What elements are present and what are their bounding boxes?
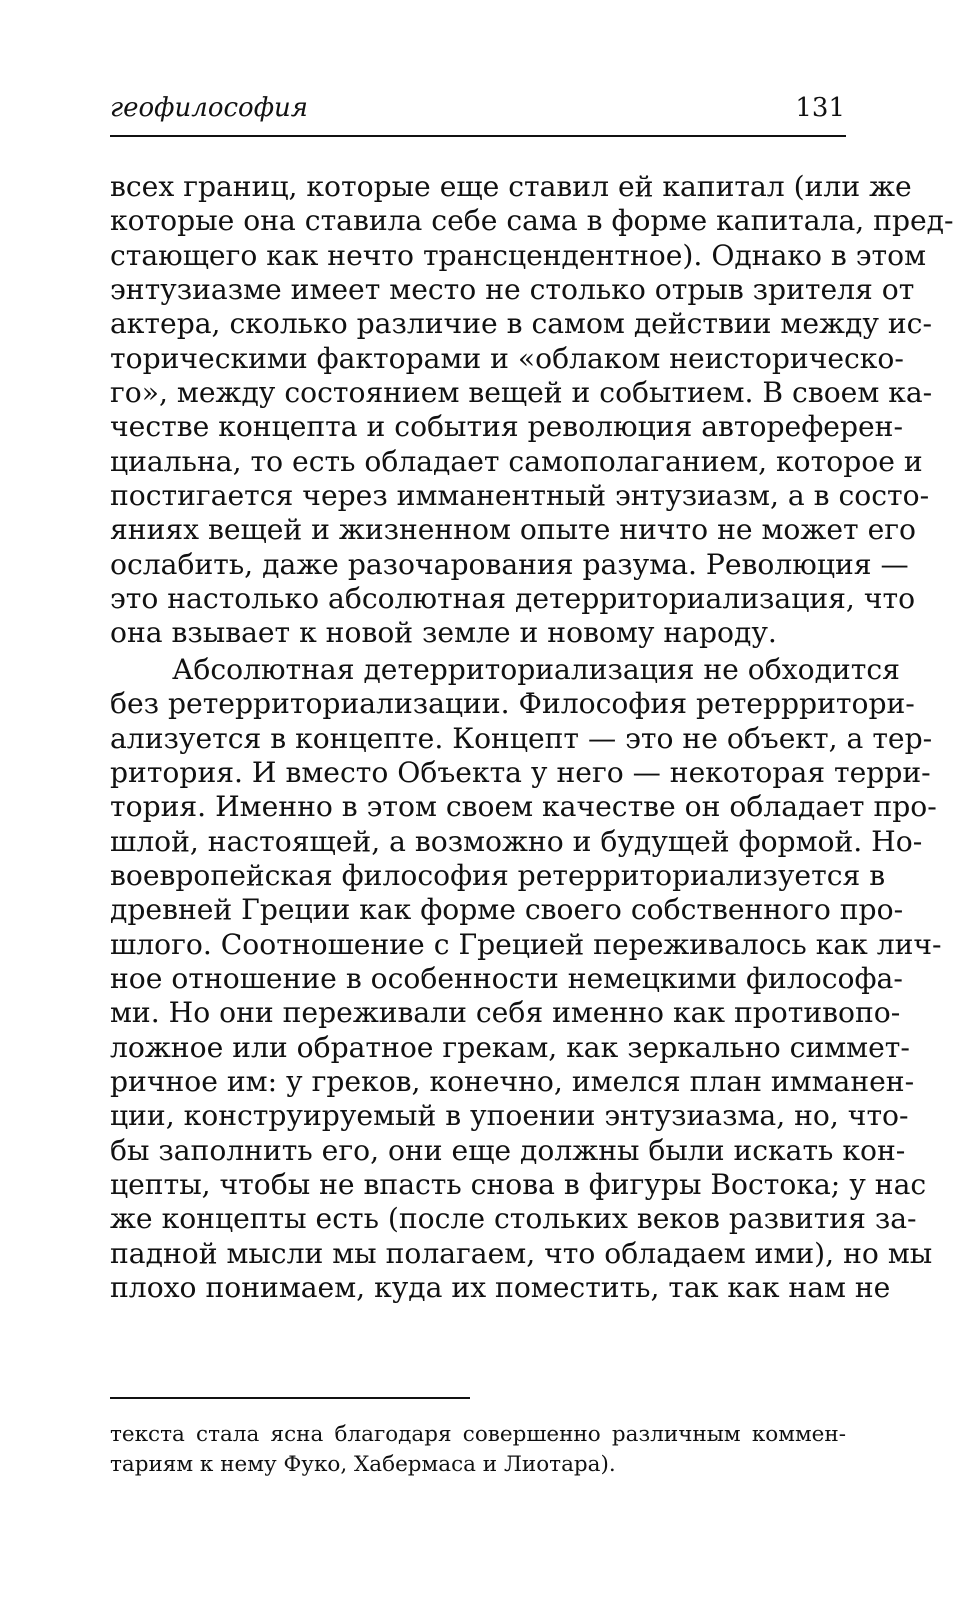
text-line: всех границ, которые еще ставил ей капитал (или же xyxy=(110,170,912,203)
paragraph-2 xyxy=(110,652,942,1306)
text-line: ослабить, даже разочарования разума. Революция — xyxy=(110,547,909,581)
text-line: же концепты есть (после стольких веков развития за- xyxy=(110,1202,917,1236)
text-line: ричное им: у греков, конечно, имелся план имманен- xyxy=(110,1064,915,1098)
text-line: энтузиазме имеет место не столько отрыв зрителя от xyxy=(110,273,915,307)
page-number: 131 xyxy=(795,93,845,123)
text-line: циальна, то есть обладает самополаганием, которое и xyxy=(110,444,923,478)
text-line: падной мысли мы полагаем, что обладаем ими), но мы xyxy=(110,1236,933,1270)
text-line: яниях вещей и жизненном опыте ничто не может его xyxy=(110,513,916,547)
text-line: ритория. И вместо Объекта у него — некоторая терри- xyxy=(110,755,931,789)
text-line: ложное или обратное грекам, как зеркально симмет- xyxy=(110,1030,910,1064)
text-line: ции, конструируемый в упоении энтузиазма, но, что- xyxy=(110,1099,909,1133)
text-line: актера, сколько различие в самом действии между ис- xyxy=(110,307,932,341)
footnote-line: текста стала ясна благодаря совершенно различным коммен- xyxy=(110,1422,846,1447)
running-title: геофилософия xyxy=(110,93,309,123)
text-line: древней Греции как форме своего собственного про- xyxy=(110,893,904,927)
header-rule xyxy=(110,135,846,137)
footnote xyxy=(110,1420,846,1480)
body-text xyxy=(110,170,954,1305)
text-line: ализуется в концепте. Концепт — это не объект, а тер- xyxy=(110,721,933,755)
text-line: стающего как нечто трансцендентное). Однако в этом xyxy=(110,238,927,272)
text-line: ми. Но они переживали себя именно как противопо- xyxy=(110,996,901,1030)
footnote-line: тариям к нему Фуко, Хабермаса и Лиотара). xyxy=(110,1452,616,1477)
text-line: это настолько абсолютная детерриториализация, что xyxy=(110,582,916,616)
text-line: плохо понимаем, куда их поместить, так как нам не xyxy=(110,1271,891,1304)
text-line: постигается через имманентный энтузиазм, а в состо- xyxy=(110,479,930,513)
page-header xyxy=(110,92,845,136)
text-line: тория. Именно в этом своем качестве он обладает про- xyxy=(110,790,937,824)
footnote-rule xyxy=(110,1397,470,1399)
text-line: го», между состоянием вещей и событием. В своем ка- xyxy=(110,376,933,410)
text-line: ное отношение в особенности немецкими философа- xyxy=(110,961,903,995)
text-line: Абсолютная детерриториализация не обходится xyxy=(172,652,900,686)
text-line: шлого. Соотношение с Грецией переживалось как лич- xyxy=(110,927,942,961)
text-line: цепты, чтобы не впасть снова в фигуры Востока; у нас xyxy=(110,1167,927,1201)
text-line: честве концепта и события революция автореферен- xyxy=(110,410,903,444)
text-line: торическими факторами и «облаком неисторическо- xyxy=(110,341,904,375)
text-line: без ретерриториализации. Философия ретеррритори- xyxy=(110,687,915,721)
text-line: которые она ставила себе сама в форме капитала, пред- xyxy=(110,204,954,238)
paragraph-1 xyxy=(110,170,954,651)
text-line: шлой, настоящей, а возможно и будущей формой. Но- xyxy=(110,824,923,858)
text-line: бы заполнить его, они еще должны были искать кон- xyxy=(110,1133,906,1167)
text-line: она взывает к новой земле и новому народу. xyxy=(110,616,777,650)
text-line: воевропейская философия ретерриториализуется в xyxy=(110,858,886,892)
